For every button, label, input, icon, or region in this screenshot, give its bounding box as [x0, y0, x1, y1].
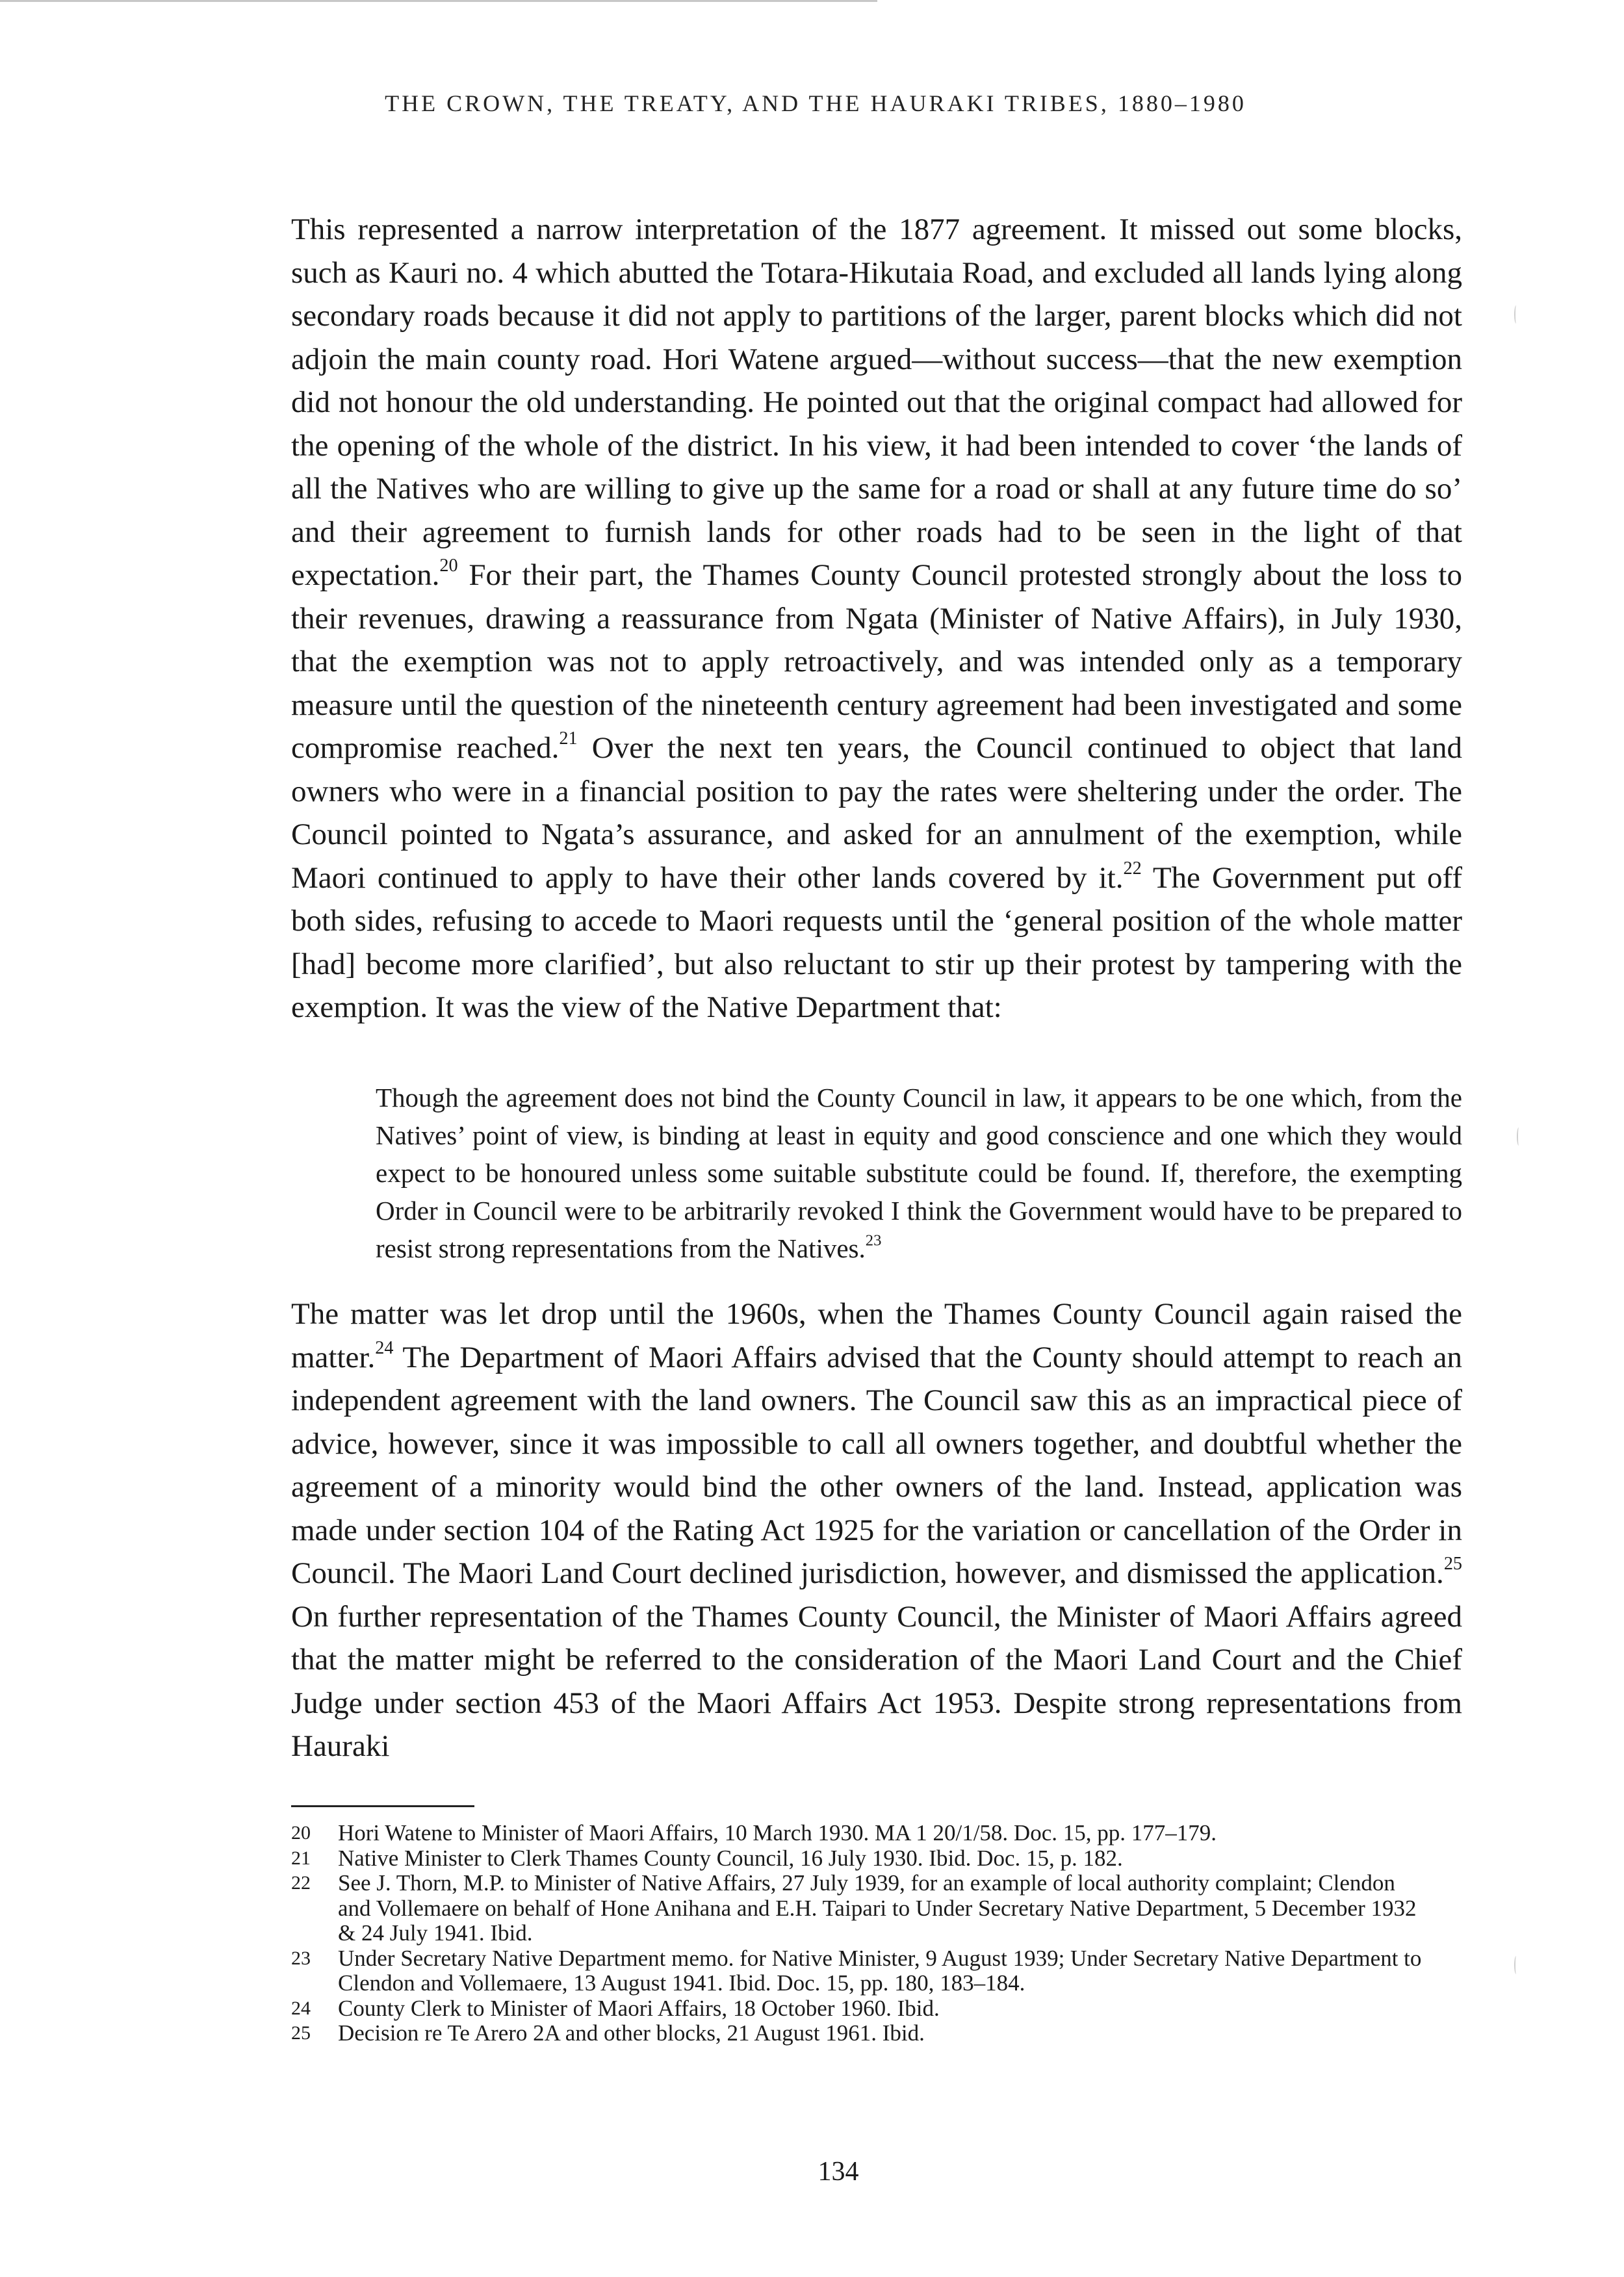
paragraph-text: Over the next ten years, the Council continued to object that land owners who were in a financial position to pay the rates were sheltering under the order. The Council pointed to Ngata’s assurance, and asked for an annulment of the exemption, while Maori continued to apply to have their other lands covered by it.	[291, 731, 1463, 895]
body-paragraph-2	[291, 1293, 1462, 1768]
footnote-number: 22	[291, 1872, 311, 1894]
scan-margin-mark	[1514, 1956, 1518, 1974]
scan-margin-mark	[1514, 305, 1518, 324]
footnote-number: 20	[291, 1822, 311, 1844]
footnote-item	[291, 1821, 1428, 1846]
footnote-item	[291, 1846, 1428, 1872]
footnote-number: 21	[291, 1847, 311, 1869]
footnote-text: Decision re Te Arero 2A and other blocks, 21 August 1961. Ibid.	[338, 2020, 925, 2046]
footnote-ref-24[interactable]: 24	[375, 1337, 394, 1358]
footnote-ref-22[interactable]: 22	[1123, 858, 1142, 879]
footnote-ref-25[interactable]: 25	[1443, 1553, 1462, 1574]
footnote-item	[291, 1996, 1428, 2022]
block-quote	[376, 1079, 1462, 1267]
footnote-text: Under Secretary Native Department memo. for Native Minister, 9 August 1939; Under Secretary Native Department to Clendon and Vollemaere, 13 August 1941. Ibid. Doc. 15, pp. 180, 183–184.	[338, 1945, 1422, 1996]
footnote-ref-20[interactable]: 20	[439, 555, 458, 576]
footnotes	[291, 1821, 1428, 2046]
footnote-item	[291, 1946, 1428, 1996]
footnote-number: 23	[291, 1947, 311, 1969]
footnote-number: 25	[291, 2022, 311, 2044]
running-head: THE CROWN, THE TREATY, AND THE HAURAKI TRIBES, 1880–1980	[385, 90, 1246, 116]
body-paragraph-1	[291, 208, 1462, 1029]
scan-margin-mark	[1517, 1127, 1521, 1146]
footnote-text: County Clerk to Minister of Maori Affairs, 18 October 1960. Ibid.	[338, 1995, 940, 2021]
paragraph-text: On further representation of the Thames County Council, the Minister of Maori Affairs agreed that the matter might be referred to the consideration of the Maori Land Court and the Chief Judge under section 453 of the Maori Affairs Act 1953. Despite strong representations from Hauraki	[291, 1599, 1462, 1763]
footnote-number: 24	[291, 1997, 311, 2019]
footnote-text: Native Minister to Clerk Thames County Council, 16 July 1930. Ibid. Doc. 15, p. 182.	[338, 1845, 1123, 1871]
footnote-item	[291, 2021, 1428, 2046]
paragraph-text: The Department of Maori Affairs advised that the County should attempt to reach an independent agreement with the land owners. The Council saw this as an impractical piece of advice, however, since it was impossible to call all owners together, and doubtful whether the agreement of a minority would bind the other owners of the land. Instead, application was made under section 104 of the Rating Act 1925 for the variation or cancellation of the Order in Council. The Maori Land Court declined jurisdiction, however, and dismissed the application.	[291, 1340, 1462, 1590]
scan-top-edge-line	[0, 0, 877, 2]
paragraph-text: The matter was let drop until the 1960s, when the Thames County Council again raised the matter.	[291, 1297, 1462, 1374]
paragraph-text: This represented a narrow interpretation of the 1877 agreement. It missed out some blocks, such as Kauri no. 4 which abutted the Totara-Hikutaia Road, and excluded all lands lying along secondary roads because it did not apply to partitions of the larger, parent blocks which did not adjoin the main county road. Hori Watene argued—without success—that the new exemption did not honour the old understanding. He pointed out that the original compact had allowed for the opening of the whole of the district. In his view, it had been intended to cover ‘the lands of all the Natives who are willing to give up the same for a road or shall at any future time do so’ and their agreement to furnish lands for other roads had to be seen in the light of that expectation.	[291, 212, 1462, 592]
footnote-divider	[291, 1805, 474, 1807]
page-number: 134	[818, 2157, 859, 2187]
footnote-ref-21[interactable]: 21	[559, 728, 578, 749]
footnote-ref-23[interactable]: 23	[865, 1231, 882, 1250]
quote-text: Though the agreement does not bind the County Council in law, it appears to be one which, from the Natives’ point of view, is binding at least in equity and good conscience and one which they would expect to be honoured unless some suitable substitute could be found. If, therefore, the exempting Order in Council were to be arbitrarily revoked I think the Government would have to be prepared to resist strong representations from the Natives.	[376, 1083, 1462, 1263]
footnote-text: See J. Thorn, M.P. to Minister of Native Affairs, 27 July 1939, for an example of local authority complaint; Clendon and Vollemaere on behalf of Hone Anihana and E.H. Taipari to Under Secretary Native Department, 5 December 1932 & 24 July 1941. Ibid.	[338, 1870, 1417, 1946]
paragraph-text: The Government put off both sides, refusing to accede to Maori requests until the ‘general position of the whole matter [had] become more clarified’, but also reluctant to stir up their protest by tampering with the exemption. It was the view of the Native Department that:	[291, 860, 1462, 1024]
footnote-text: Hori Watene to Minister of Maori Affairs, 10 March 1930. MA 1 20/1/58. Doc. 15, pp. 177–179.	[338, 1820, 1217, 1846]
paragraph-text: For their part, the Thames County Council protested strongly about the loss to their revenues, drawing a reassurance from Ngata (Minister of Native Affairs), in July 1930, that the exemption was not to apply retroactively, and was intended only as a temporary measure until the question of the nineteenth century agreement had been investigated and some compromise reached.	[291, 558, 1462, 765]
footnote-item	[291, 1871, 1428, 1946]
